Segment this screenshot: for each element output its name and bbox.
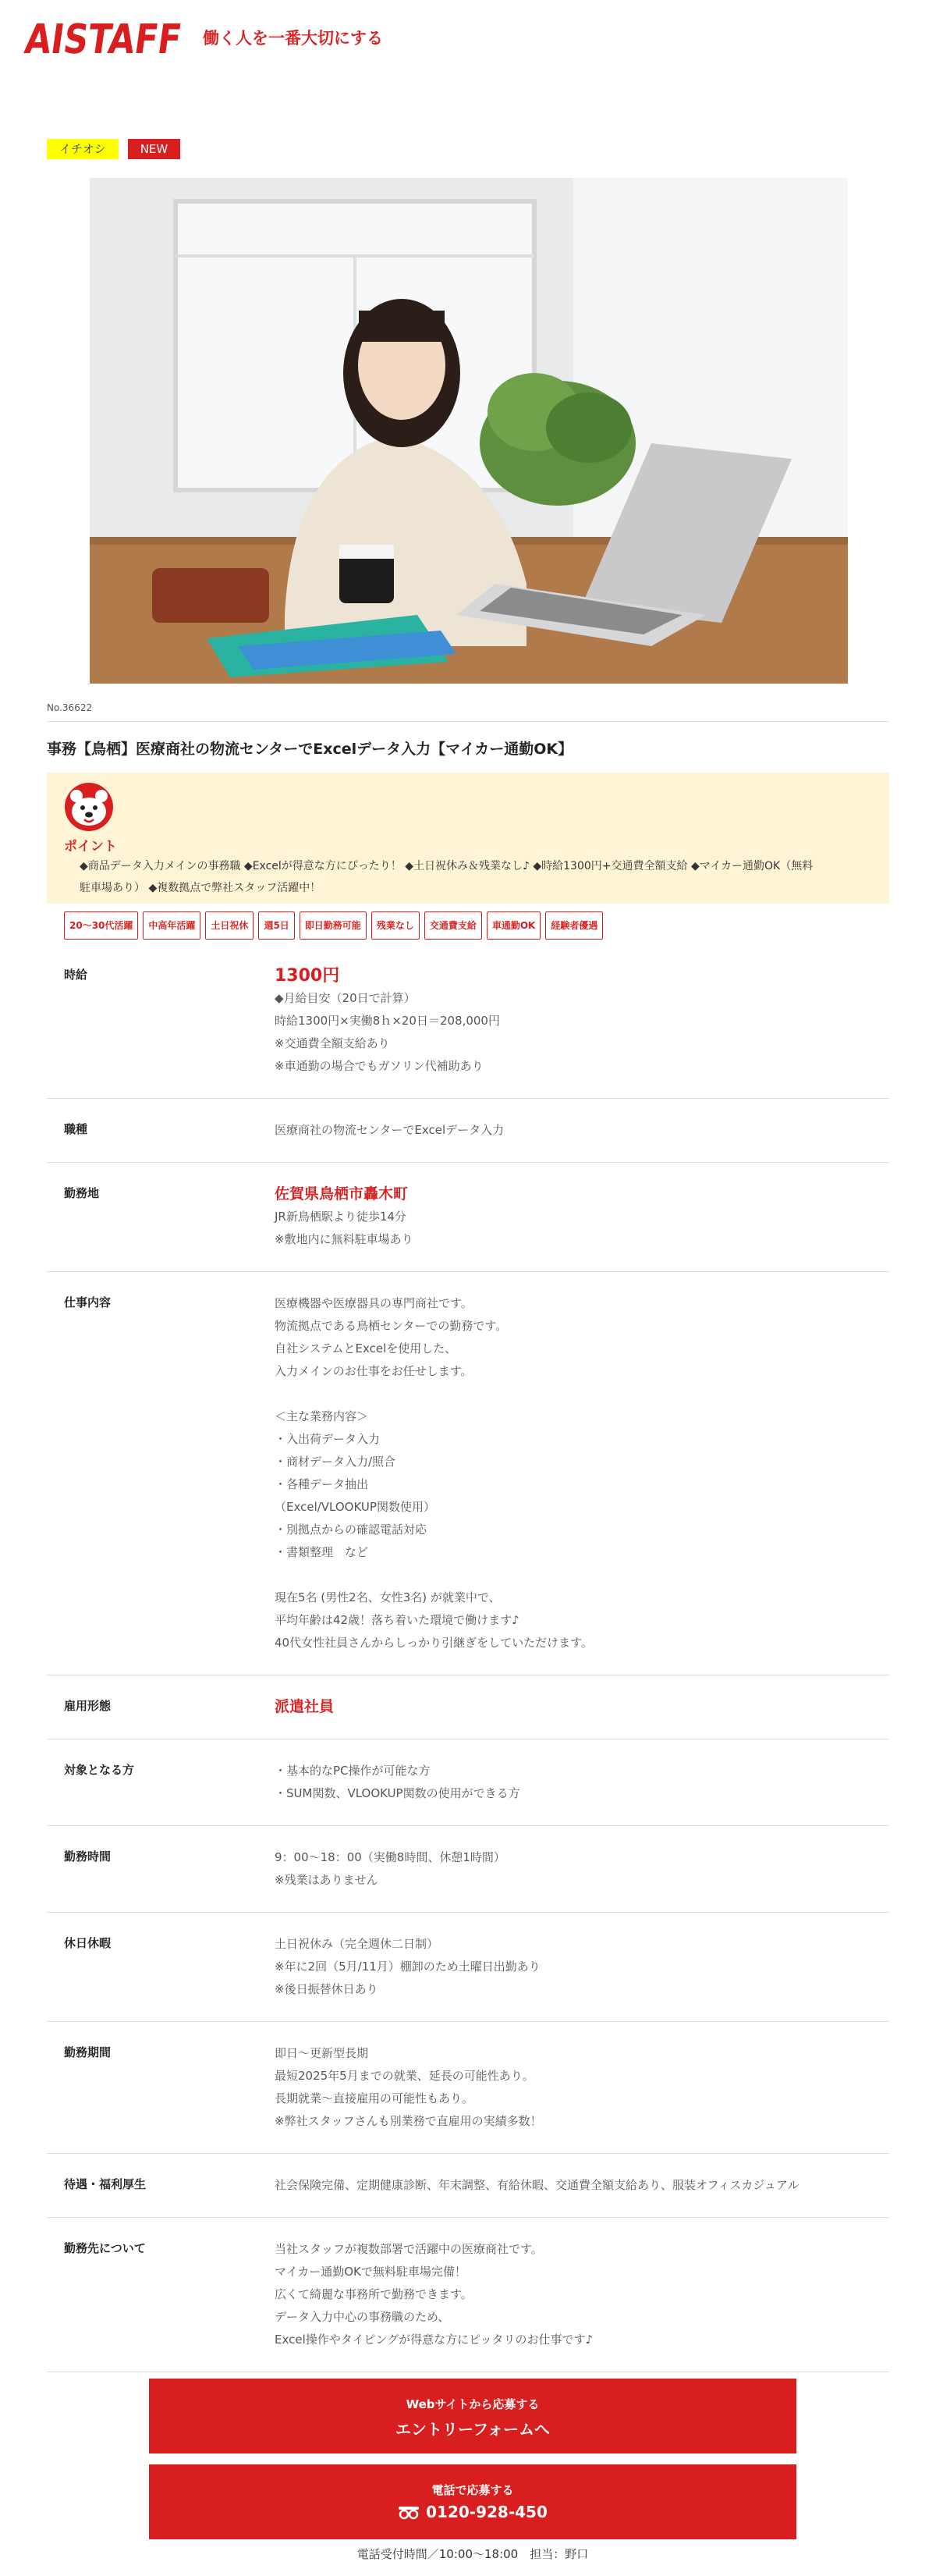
web-entry-button[interactable] xyxy=(149,2379,796,2453)
feature-tag: 交通費支給 xyxy=(424,911,482,940)
detail-row-target xyxy=(47,1739,889,1826)
logo[interactable] xyxy=(21,16,216,63)
detail-label: 職種 xyxy=(64,1122,88,1136)
phone-apply-number-row xyxy=(149,2503,796,2521)
detail-row-location xyxy=(47,1163,889,1272)
detail-row-employment xyxy=(47,1675,889,1739)
wage-highlight: 1300円 xyxy=(275,966,340,986)
point-box xyxy=(47,773,889,904)
feature-tag: 週5日 xyxy=(258,911,294,940)
detail-value: 医療商社の物流センターでExcelデータ入力 xyxy=(275,1123,505,1137)
detail-row-wage xyxy=(47,944,889,1099)
feature-tag: 車通勤OK xyxy=(487,911,541,940)
detail-label: 待遇・福利厚生 xyxy=(64,2177,147,2191)
location-text: JR新鳥栖駅より徒歩14分 ※敷地内に無料駐車場あり xyxy=(275,1210,413,1246)
detail-value: 9：00～18：00（実働8時間、休憩1時間） ※残業はありません xyxy=(275,1850,505,1887)
freedial-icon xyxy=(398,2506,420,2520)
job-details-table xyxy=(47,944,889,2372)
tagline: 働く人を一番大切にする xyxy=(203,29,383,48)
phone-number: 0120-928-450 xyxy=(426,2503,548,2521)
location-highlight: 佐賀県鳥栖市轟木町 xyxy=(275,1185,409,1203)
phone-apply-button[interactable] xyxy=(149,2464,796,2539)
detail-row-occupation xyxy=(47,1099,889,1163)
detail-label: 勤務時間 xyxy=(64,1849,112,1864)
detail-value xyxy=(275,1183,889,1251)
logo-text: AISTAFF xyxy=(21,16,216,63)
detail-label: 雇用形態 xyxy=(64,1699,112,1713)
detail-value: 即日～更新型長期 最短2025年5月までの就業、延長の可能性あり。 長期就業～直接雇用の可能性もあり。 ※弊社スタッフさんも別業務で直雇用の実績多数！ xyxy=(275,2046,542,2128)
feature-tag: 即日勤務可能 xyxy=(300,911,367,940)
detail-value xyxy=(275,1696,889,1718)
divider xyxy=(47,721,889,722)
aistaff-logo-icon xyxy=(21,16,216,63)
detail-value xyxy=(275,965,889,1078)
office-worker-photo xyxy=(90,178,848,684)
main-content xyxy=(47,139,889,2372)
job-number: No.36622 xyxy=(47,702,93,713)
new-badge: NEW xyxy=(128,139,181,159)
detail-value: ・基本的なPC操作が可能な方 ・SUM関数、VLOOKUP関数の使用ができる方 xyxy=(275,1764,520,1800)
detail-value: 社会保険完備、定期健康診断、年末調整、有給休暇、交通費全額支給あり、服装オフィスカジュアル xyxy=(275,2178,800,2192)
phone-hours-note: 電話受付時間／10:00～18:00 担当：野口 xyxy=(356,2547,589,2561)
detail-value: 土日祝休み（完全週休二日制） ※年に2回（5月/11月）棚卸のため土曜日出勤あり ※後日振替休日あり xyxy=(275,1937,541,1996)
recommend-badge: イチオシ xyxy=(47,139,119,159)
detail-label: 仕事内容 xyxy=(64,1295,112,1309)
detail-label: 休日休暇 xyxy=(64,1936,112,1950)
wage-text: ◆月給目安（20日で計算） 時給1300円×実働8ｈ×20日＝208,000円 ※交通費全額支給あり ※車通勤の場合でもガソリン代補助あり xyxy=(275,991,500,1073)
detail-value: 医療機器や医療器具の専門商社です。 物流拠点である鳥栖センターでの勤務です。 自社システムとExcelを使用した、 入力メインのお仕事をお任せします。 ＜主な業務内容＞ ・入出荷データ入力 ・商材データ入力/照合 ・各種データ抽出 （Excel/VLOOKUP関数使用） ・別拠点からの確認電話対応 ・書類整理 など 現在5名 (男性2名、女性3名) が就業中で、 平均年齢は42歳！落ち着いた環境で働けます♪ 40代女性社員さんからしっかり引継ぎをしていただけます。 xyxy=(275,1296,593,1650)
badges xyxy=(47,139,889,159)
detail-row-benefits xyxy=(47,2154,889,2218)
detail-row-hours xyxy=(47,1826,889,1913)
detail-label: 対象となる方 xyxy=(64,1763,135,1777)
detail-row-about xyxy=(47,2218,889,2372)
detail-value: 当社スタッフが複数部署で活躍中の医療商社です。 マイカー通勤OKで無料駐車場完備！ 広くて綺麗な事務所で勤務できます。 データ入力中心の事務職のため、 Excel操作やタイピングが得意な方にピッタリのお仕事です♪ xyxy=(275,2242,594,2347)
employment-highlight: 派遣社員 xyxy=(275,1698,335,1715)
feature-tags xyxy=(47,911,889,940)
point-label: ポイント xyxy=(64,839,117,855)
detail-label: 勤務期間 xyxy=(64,2045,112,2059)
job-title: 事務【鳥栖】医療商社の物流センターでExcelデータ入力【マイカー通勤OK】 xyxy=(47,741,573,758)
phone-apply-small-label: 電話で応募する xyxy=(431,2483,514,2497)
detail-row-period xyxy=(47,2022,889,2154)
feature-tag: 中高年活躍 xyxy=(143,911,200,940)
feature-tag: 残業なし xyxy=(371,911,420,940)
feature-tag: 20～30代活躍 xyxy=(64,911,138,940)
feature-tag: 土日祝休 xyxy=(205,911,254,940)
job-photo xyxy=(90,178,848,684)
web-entry-small-label: Webサイトから応募する xyxy=(406,2397,540,2411)
feature-tag: 経験者優遇 xyxy=(545,911,603,940)
detail-label: 勤務地 xyxy=(64,1186,100,1200)
web-entry-big-label: エントリーフォームへ xyxy=(395,2420,550,2439)
detail-label: 勤務先について xyxy=(64,2241,146,2255)
point-text: ◆商品データ入力メインの事務職 ◆Excelが得意な方にぴったり！ ◆土日祝休み＆残業なし♪ ◆時給1300円+交通費全額支給 ◆マイカー通勤OK（無料駐車場あり） ◆複数拠点で弊社スタッフ活躍中！ xyxy=(80,860,814,894)
apply-buttons xyxy=(149,2379,796,2562)
bear-mascot-icon xyxy=(64,782,114,832)
detail-row-work xyxy=(47,1272,889,1675)
site-header xyxy=(21,16,383,63)
detail-row-holidays xyxy=(47,1913,889,2022)
detail-label: 時給 xyxy=(64,968,88,982)
